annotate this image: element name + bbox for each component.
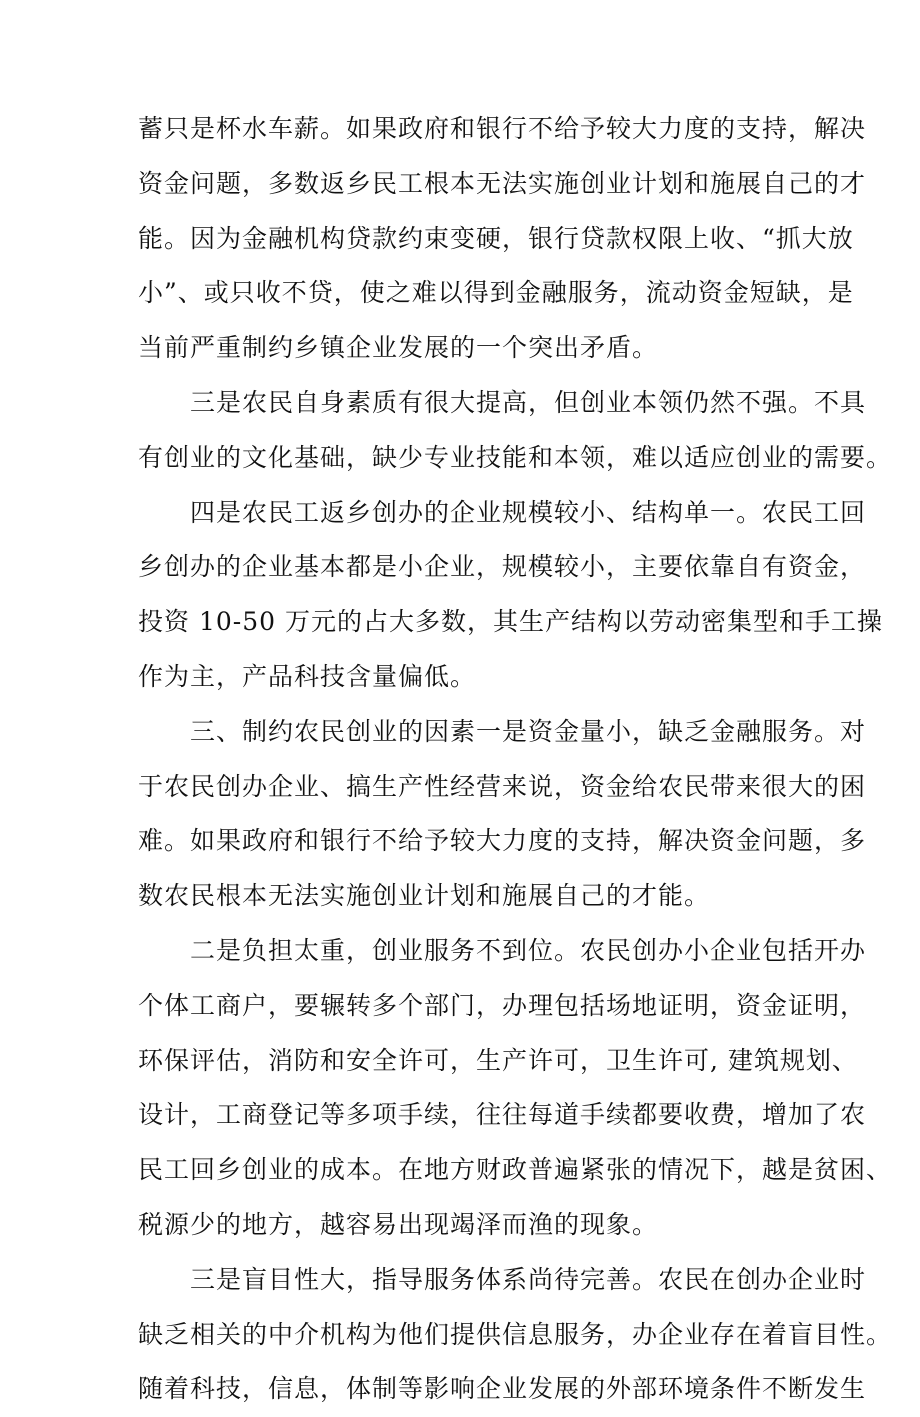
text-line: 投资 10-50 万元的占大多数，其生产结构以劳动密集型和手工操: [138, 607, 883, 637]
paragraph-start-line: 二是负担太重，创业服务不到位。农民创办小企业包括开办: [190, 935, 867, 965]
text-line: 民工回乡创业的成本。在地方财政普遍紧张的情况下，越是贫困、: [138, 1155, 893, 1185]
text-line: 个体工商户，要辗转多个部门，办理包括场地证明，资金证明，: [138, 990, 867, 1020]
text-line: 资金问题，多数返乡民工根本无法实施创业计划和施展自己的才: [138, 168, 867, 198]
paragraph-start-line: 四是农民工返乡创办的企业规模较小、结构单一。农民工回: [190, 497, 867, 527]
text-line: 随着科技，信息，体制等影响企业发展的外部环境条件不断发生: [138, 1374, 867, 1404]
text-line: 难。如果政府和银行不给予较大力度的支持，解决资金问题，多: [138, 826, 867, 856]
text-line: 设计，工商登记等多项手续，往往每道手续都要收费，增加了农: [138, 1100, 867, 1130]
text-line: 数农民根本无法实施创业计划和施展自己的才能。: [138, 881, 711, 911]
document-body: [138, 102, 893, 1417]
text-line: 蓄只是杯水车薪。如果政府和银行不给予较大力度的支持，解决: [138, 114, 867, 143]
paragraph-start-line: 三是盲目性大，指导服务体系尚待完善。农民在创办企业时: [190, 1264, 867, 1294]
text-line: 有创业的文化基础，缺少专业技能和本领，难以适应创业的需要。: [138, 442, 893, 472]
text-line: 乡创办的企业基本都是小企业，规模较小，主要依靠自有资金，: [138, 552, 867, 582]
text-line: 税源少的地方，越容易出现竭泽而渔的现象。: [138, 1209, 659, 1239]
text-line: 于农民创办企业、搞生产性经营来说，资金给农民带来很大的困: [138, 771, 867, 801]
text-line: 当前严重制约乡镇企业发展的一个突出矛盾。: [138, 333, 659, 363]
text-line: 缺乏相关的中介机构为他们提供信息服务，办企业存在着盲目性。: [138, 1319, 893, 1349]
text-line: 环保评估，消防和安全许可，生产许可，卫生许可, 建筑规划、: [138, 1045, 858, 1075]
text-line: 作为主，产品科技含量偏低。: [138, 661, 477, 691]
text-line: 小”、或只收不贷，使之难以得到金融服务，流动资金短缺，是: [138, 278, 854, 308]
paragraph-start-line: 三是农民自身素质有很大提高，但创业本领仍然不强。不具: [190, 387, 867, 417]
paragraph-start-line: 三、制约农民创业的因素一是资金量小，缺乏金融服务。对: [190, 716, 867, 746]
text-line: 能。因为金融机构贷款约束变硬，银行贷款权限上收、“抓大放: [138, 223, 854, 253]
